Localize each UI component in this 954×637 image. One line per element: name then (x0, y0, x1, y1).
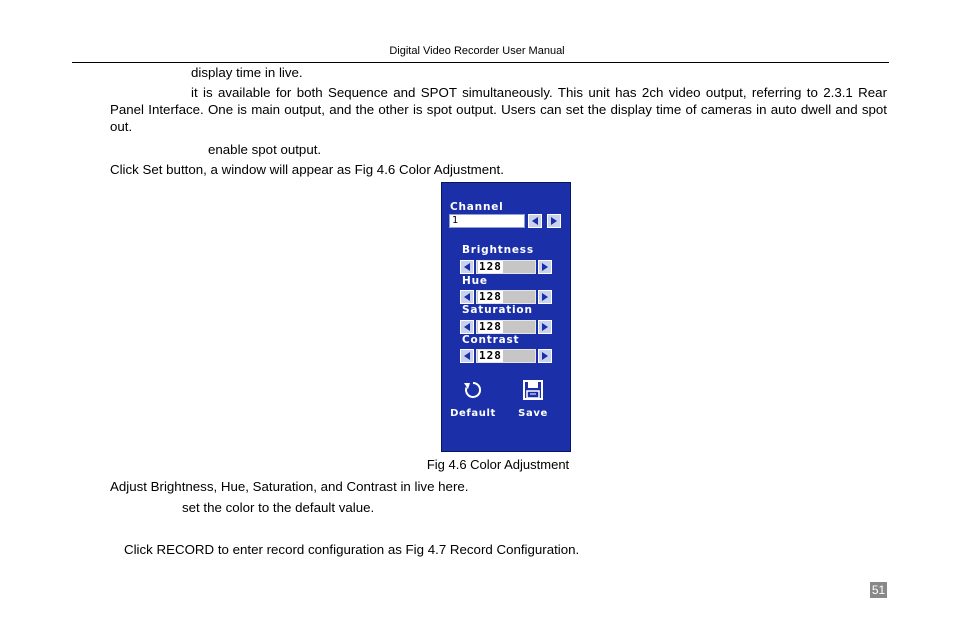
text-line-adjust: Adjust Brightness, Hue, Saturation, and Contrast in live here. (110, 479, 469, 494)
text-line-display-time: display time in live. (191, 65, 303, 80)
right-arrow-icon (542, 323, 548, 331)
save-label: Save (518, 408, 548, 419)
floppy-disk-icon (522, 379, 544, 401)
saturation-value: 128 (479, 320, 502, 333)
header-rule (72, 62, 889, 63)
text-line-enable-spot: enable spot output. (208, 142, 322, 157)
contrast-label: Contrast (462, 334, 520, 346)
left-arrow-icon (532, 217, 538, 225)
channel-next-button[interactable] (547, 214, 561, 228)
page-header: Digital Video Recorder User Manual (389, 45, 565, 57)
brightness-decrease-button[interactable] (460, 260, 474, 274)
hue-value: 128 (479, 290, 502, 303)
left-arrow-icon (464, 352, 470, 360)
default-label: Default (450, 408, 496, 419)
reset-icon (462, 379, 484, 401)
figure-caption: Fig 4.6 Color Adjustment (426, 457, 570, 472)
saturation-decrease-button[interactable] (460, 320, 474, 334)
right-arrow-icon (542, 263, 548, 271)
color-adjustment-panel (441, 182, 571, 452)
left-arrow-icon (464, 323, 470, 331)
text-line-click-record: Click RECORD to enter record configuration as Fig 4.7 Record Configuration. (124, 542, 580, 557)
left-arrow-icon (464, 263, 470, 271)
hue-increase-button[interactable] (538, 290, 552, 304)
saturation-increase-button[interactable] (538, 320, 552, 334)
brightness-value: 128 (479, 260, 502, 273)
save-button[interactable] (514, 379, 552, 423)
saturation-label: Saturation (462, 304, 533, 316)
channel-label: Channel (450, 201, 504, 213)
hue-decrease-button[interactable] (460, 290, 474, 304)
text-line-default-color: set the color to the default value. (182, 500, 375, 515)
brightness-increase-button[interactable] (538, 260, 552, 274)
channel-prev-button[interactable] (528, 214, 542, 228)
contrast-value-field[interactable] (476, 349, 536, 363)
contrast-increase-button[interactable] (538, 349, 552, 363)
paragraph-spot-output: it is available for both Sequence and SPOT simultaneously. This unit has 2ch video output, referring to 2.3.1 Rear Panel Interface. One is main output, and the other is spot output. Users can set the display time of cameras in auto dwell and spot out. (110, 85, 887, 134)
contrast-value: 128 (479, 349, 502, 362)
right-arrow-icon (551, 217, 557, 225)
channel-input[interactable]: 1 (449, 214, 525, 228)
page-number: 51 (871, 583, 886, 597)
contrast-decrease-button[interactable] (460, 349, 474, 363)
hue-value-field[interactable] (476, 290, 536, 304)
left-arrow-icon (464, 293, 470, 301)
saturation-value-field[interactable] (476, 320, 536, 334)
text-line-click-set: Click Set button, a window will appear as Fig 4.6 Color Adjustment. (110, 162, 504, 177)
right-arrow-icon (542, 293, 548, 301)
hue-label: Hue (462, 275, 488, 287)
brightness-value-field[interactable] (476, 260, 536, 274)
right-arrow-icon (542, 352, 548, 360)
brightness-label: Brightness (462, 244, 534, 256)
default-button[interactable] (450, 379, 496, 423)
